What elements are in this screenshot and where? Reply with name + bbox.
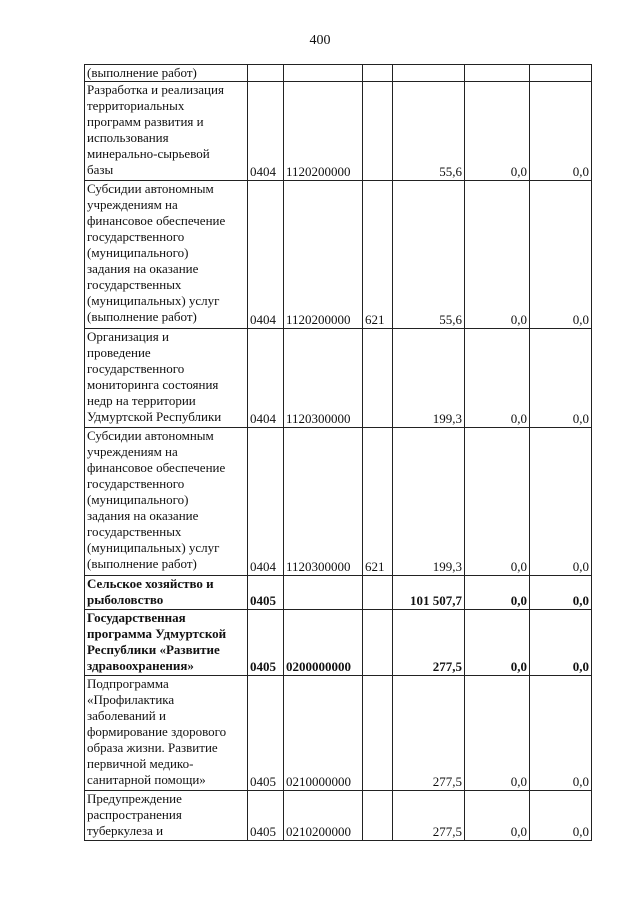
amount-cell [393,65,465,82]
amount-cell: 0,0 [530,82,592,181]
expense-type-cell [363,610,393,676]
row-name-cell [85,610,248,676]
table-row [85,791,592,841]
table-row [85,181,592,329]
section-code-cell: 0405 [248,610,284,676]
row-name: Предупреждение распространения туберкулеза и [87,791,182,838]
amount-cell: 0,0 [465,82,530,181]
amount-cell [465,65,530,82]
row-name-cell [85,82,248,181]
amount-cell: 0,0 [530,181,592,329]
amount-cell: 277,5 [393,610,465,676]
target-article-cell: 0210200000 [284,791,363,841]
amount-cell: 0,0 [530,329,592,428]
amount-cell: 0,0 [530,610,592,676]
amount-cell: 0,0 [465,329,530,428]
expense-type-cell [363,576,393,610]
table-row [85,329,592,428]
table-row [85,65,592,82]
amount-cell: 0,0 [465,428,530,576]
target-article-cell [284,65,363,82]
amount-cell: 0,0 [465,610,530,676]
section-code-cell: 0404 [248,82,284,181]
row-name: Разработка и реализация территориальных программ развития и использования минерально-сырьевой базы [87,82,224,177]
amount-cell: 101 507,7 [393,576,465,610]
amount-cell: 0,0 [465,576,530,610]
amount-cell: 277,5 [393,676,465,791]
table-row [85,610,592,676]
section-code-cell [248,65,284,82]
row-name: Подпрограмма «Профилактика заболеваний и формирование здорового образа жизни. Развитие первичной медико- санитарной помощи» [87,676,227,787]
target-article-cell: 1120200000 [284,181,363,329]
row-name-cell [85,676,248,791]
amount-cell: 0,0 [465,791,530,841]
row-name: Государственная программа Удмуртской Республики «Развитие здравоохранения» [87,610,227,673]
section-code-cell: 0405 [248,791,284,841]
expense-type-cell [363,676,393,791]
section-code-cell: 0404 [248,181,284,329]
row-name-cell [85,329,248,428]
amount-cell: 55,6 [393,181,465,329]
target-article-cell: 0200000000 [284,610,363,676]
table-row [85,676,592,791]
row-name-cell [85,65,248,82]
target-article-cell: 1120300000 [284,428,363,576]
section-code-cell: 0405 [248,576,284,610]
amount-cell: 0,0 [530,428,592,576]
section-code-cell: 0404 [248,428,284,576]
expense-type-cell [363,82,393,181]
amount-cell: 199,3 [393,428,465,576]
row-name: Организация и проведение государственного мониторинга состояния недр на территории Удмуртской Республики [87,329,222,424]
amount-cell: 0,0 [465,676,530,791]
budget-table [84,64,592,841]
row-name: (выполнение работ) [87,65,197,80]
page-number: 400 [309,33,331,48]
budget-table-body [85,65,592,841]
table-row [85,82,592,181]
amount-cell: 277,5 [393,791,465,841]
table-row [85,428,592,576]
target-article-cell [284,576,363,610]
amount-cell: 0,0 [530,676,592,791]
target-article-cell: 1120200000 [284,82,363,181]
row-name: Сельское хозяйство и рыболовство [87,576,214,607]
row-name-cell [85,428,248,576]
expense-type-cell [363,329,393,428]
row-name: Субсидии автономным учреждениям на финансовое обеспечение государственного (муниципального) задания на оказание государственных (муниципальных) услуг (выполнение работ) [87,428,226,571]
row-name-cell [85,791,248,841]
section-code-cell: 0404 [248,329,284,428]
row-name-cell [85,576,248,610]
amount-cell: 0,0 [530,576,592,610]
section-code-cell: 0405 [248,676,284,791]
target-article-cell: 1120300000 [284,329,363,428]
expense-type-cell: 621 [363,181,393,329]
target-article-cell: 0210000000 [284,676,363,791]
amount-cell: 55,6 [393,82,465,181]
row-name: Субсидии автономным учреждениям на финансовое обеспечение государственного (муниципального) задания на оказание государственных (муниципальных) услуг (выполнение работ) [87,181,226,324]
amount-cell: 0,0 [465,181,530,329]
amount-cell: 0,0 [530,791,592,841]
expense-type-cell [363,791,393,841]
row-name-cell [85,181,248,329]
amount-cell: 199,3 [393,329,465,428]
table-row [85,576,592,610]
expense-type-cell: 621 [363,428,393,576]
expense-type-cell [363,65,393,82]
amount-cell [530,65,592,82]
